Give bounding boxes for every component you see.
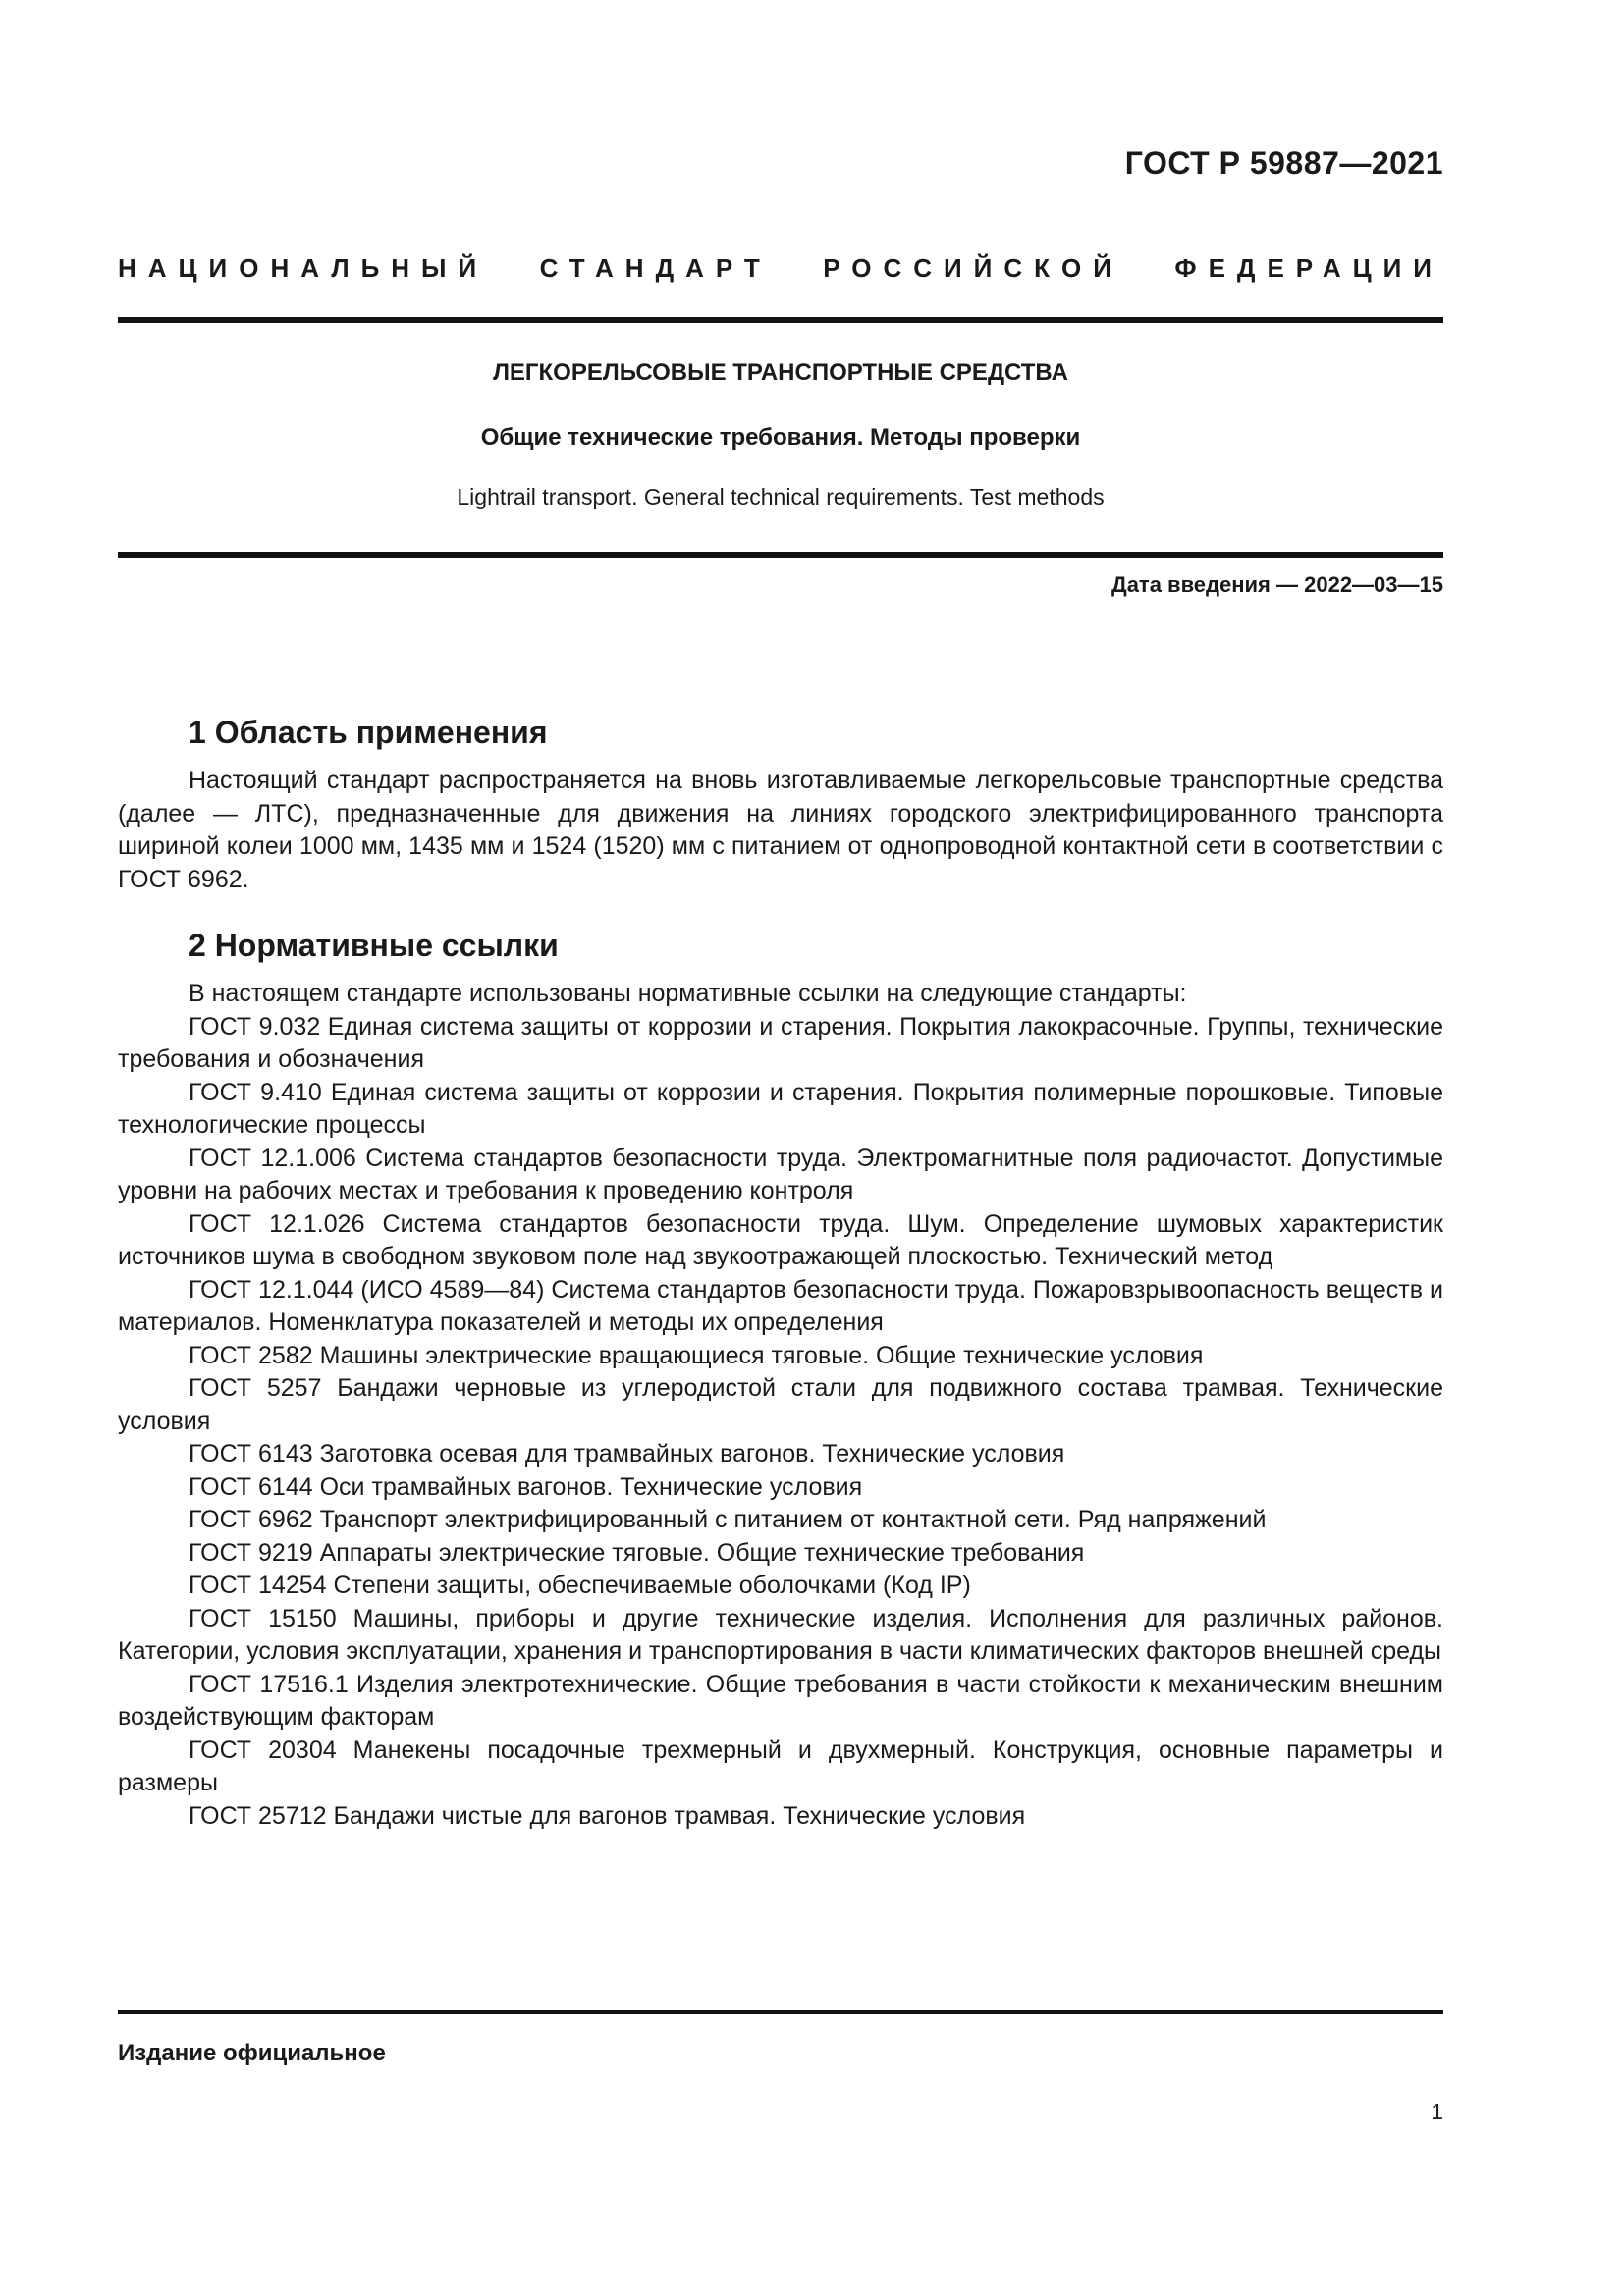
paragraph: В настоящем стандарте использованы нормативные ссылки на следующие стандарты: [189, 980, 1187, 1007]
footer-rule [118, 2010, 1443, 2014]
reference-item: ГОСТ 20304 Манекены посадочные трехмерный и двухмерный. Конструкция, основные параметры и размеры [118, 1735, 1443, 1796]
official-edition-label: Издание официальное [118, 2040, 386, 2066]
reference-item: ГОСТ 9.032 Единая система защиты от коррозии и старения. Покрытия лакокрасочные. Группы, технические требования и обозначения [118, 1012, 1443, 1073]
document-subtitle: Общие технические требования. Методы проверки [480, 424, 1081, 451]
page-number: 1 [1431, 2099, 1443, 2124]
paragraph: Настоящий стандарт распространяется на вновь изготавливаемые легкорельсовые транспортные средства (далее — ЛТС), предназначенные для движения на линиях городского электрифицированного транспорта шириной колеи 1000 мм, 1435 мм и 1524 (1520) мм с питанием от однопроводной контактной сети в соответствии с ГОСТ 6962. [118, 767, 1443, 893]
reference-item: ГОСТ 2582 Машины электрические вращающиеся тяговые. Общие технические условия [189, 1341, 1204, 1369]
introduction-date: Дата введения — 2022—03—15 [1111, 572, 1443, 597]
reference-item: ГОСТ 5257 Бандажи черновые из углеродистой стали для подвижного состава трамвая. Технические условия [118, 1374, 1443, 1435]
section-scope [118, 715, 1443, 896]
section-heading: 1 Область применения [189, 715, 548, 750]
reference-item: ГОСТ 14254 Степени защиты, обеспечиваемые оболочками (Код IP) [189, 1572, 971, 1599]
document-page [118, 0, 1443, 2296]
reference-item: ГОСТ 12.1.026 Система стандартов безопасности труда. Шум. Определение шумовых характеристик источников шума в свободном звуковом поле над звукоотражающей плоскостью. Технический метод [118, 1209, 1443, 1270]
reference-item: ГОСТ 17516.1 Изделия электротехнические. Общие требования в части стойкости к механическим внешним воздействующим факторам [118, 1670, 1443, 1731]
reference-item: ГОСТ 6143 Заготовка осевая для трамвайных вагонов. Технические условия [189, 1440, 1065, 1468]
document-title: ЛЕГКОРЕЛЬСОВЫЕ ТРАНСПОРТНЫЕ СРЕДСТВА [493, 359, 1068, 386]
reference-item: ГОСТ 12.1.006 Система стандартов безопасности труда. Электромагнитные поля радиочастот. Допустимые уровни на рабочих местах и требования к проведению контроля [118, 1144, 1443, 1204]
reference-item: ГОСТ 15150 Машины, приборы и другие технические изделия. Исполнения для различных районов. Категории, условия эксплуатации, хранения и транспортирования в части климатических факторов внешней среды [118, 1604, 1443, 1665]
reference-item: ГОСТ 9219 Аппараты электрические тяговые. Общие технические требования [189, 1538, 1085, 1567]
reference-item: ГОСТ 6144 Оси трамвайных вагонов. Технические условия [189, 1472, 863, 1501]
standard-name: НАЦИОНАЛЬНЫЙ СТАНДАРТ РОССИЙСКОЙ ФЕДЕРАЦИИ [118, 253, 1443, 283]
document-body [118, 715, 1443, 1833]
reference-item: ГОСТ 12.1.044 (ИСО 4589—84) Система стандартов безопасности труда. Пожаровзрывоопасность веществ и материалов. Номенклатура показателей и методы их определения [118, 1275, 1443, 1336]
document-code: ГОСТ Р 59887—2021 [1124, 145, 1443, 181]
english-title: Lightrail transport. General technical requirements. Test methods [457, 484, 1105, 509]
reference-item: ГОСТ 25712 Бандажи чистые для вагонов трамвая. Технические условия [189, 1801, 1026, 1830]
section-normative-references [118, 928, 1443, 1833]
reference-item: ГОСТ 9.410 Единая система защиты от коррозии и старения. Покрытия полимерные порошковые. Типовые технологические процессы [118, 1078, 1443, 1139]
reference-item: ГОСТ 6962 Транспорт электрифицированный с питанием от контактной сети. Ряд напряжений [189, 1506, 1267, 1533]
header-rule [118, 317, 1443, 323]
title-rule [118, 552, 1443, 558]
section-heading: 2 Нормативные ссылки [189, 928, 559, 963]
